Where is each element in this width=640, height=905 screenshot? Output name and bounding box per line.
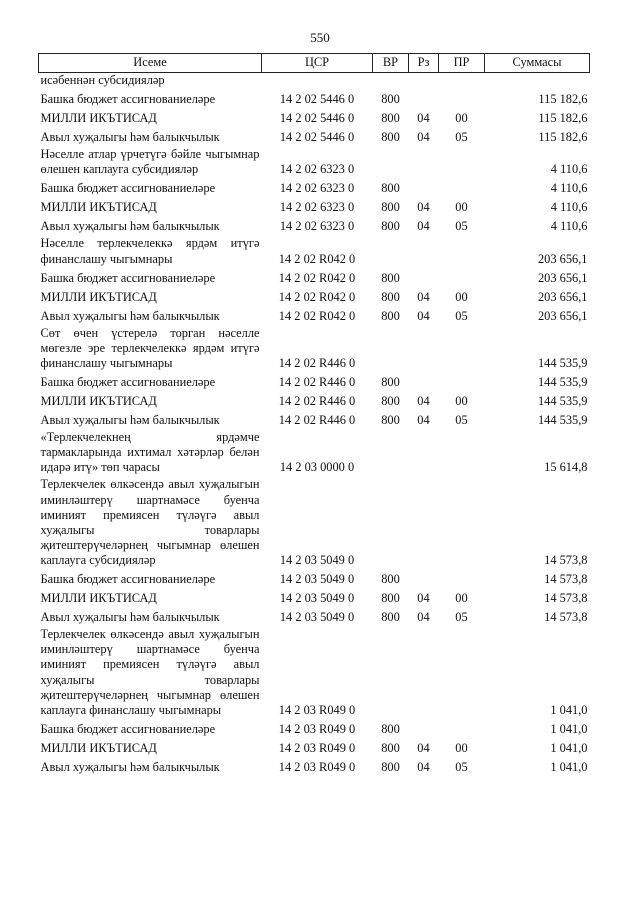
table-row bbox=[39, 429, 590, 476]
cell-pr bbox=[439, 569, 485, 588]
cell-pr bbox=[439, 429, 485, 476]
cell-csr: 14 2 03 R049 0 bbox=[278, 721, 356, 736]
cell-csr: 14 2 02 5446 0 bbox=[279, 130, 355, 144]
cell-vr: 800 bbox=[381, 130, 400, 144]
cell-name: МИЛЛИ ИКЪТИСАД bbox=[40, 591, 157, 605]
cell-csr: 14 2 02 6323 0 bbox=[279, 219, 355, 234]
cell-sum: 4 110,6 bbox=[550, 219, 588, 234]
cell-csr: 14 2 02 R042 0 bbox=[278, 270, 356, 285]
cell-csr: 14 2 03 5049 0 bbox=[279, 553, 355, 567]
cell-name: исәбеннән субсидияләр bbox=[40, 73, 165, 87]
cell-rz: 04 bbox=[417, 412, 430, 427]
cell-sum: 1 041,0 bbox=[550, 702, 588, 717]
cell-vr: 800 bbox=[381, 721, 400, 736]
cell-vr bbox=[373, 235, 409, 267]
cell-pr bbox=[439, 719, 485, 738]
cell-pr bbox=[439, 372, 485, 391]
cell-vr: 800 bbox=[381, 270, 400, 285]
table-row bbox=[39, 287, 590, 306]
cell-rz: 04 bbox=[417, 111, 430, 125]
table-row bbox=[39, 216, 590, 235]
table-row bbox=[39, 391, 590, 410]
cell-vr: 800 bbox=[381, 374, 400, 389]
cell-rz: 04 bbox=[417, 289, 430, 304]
cell-pr bbox=[439, 268, 485, 287]
cell-sum: 144 535,9 bbox=[537, 412, 588, 427]
table-row bbox=[39, 626, 590, 719]
cell-vr bbox=[373, 146, 409, 178]
cell-rz bbox=[409, 73, 439, 90]
cell-pr: 05 bbox=[455, 308, 468, 323]
cell-sum: 115 182,6 bbox=[538, 111, 588, 125]
cell-pr: 05 bbox=[455, 759, 468, 774]
cell-rz bbox=[409, 89, 439, 108]
cell-name: «Терлекчелекнең ярдәмче тармакларында ихтимал хәтәрләр белән идарә итү» төп чарасы bbox=[40, 430, 260, 475]
table-row bbox=[39, 738, 590, 757]
cell-rz bbox=[409, 626, 439, 719]
cell-rz bbox=[409, 569, 439, 588]
cell-vr bbox=[373, 626, 409, 719]
cell-csr: 14 2 02 R446 0 bbox=[278, 412, 356, 427]
cell-sum: 115 182,6 bbox=[538, 92, 588, 106]
budget-table bbox=[38, 53, 590, 776]
cell-name: Башка бюджет ассигнованиеләре bbox=[40, 270, 216, 285]
cell-csr: 14 2 02 R446 0 bbox=[278, 374, 356, 389]
cell-csr: 14 2 02 6323 0 bbox=[279, 200, 355, 215]
cell-rz: 04 bbox=[417, 200, 430, 215]
cell-sum: 203 656,1 bbox=[537, 251, 588, 266]
cell-name: Авыл хуҗалыгы һәм балыкчылык bbox=[40, 610, 220, 624]
cell-name: Авыл хуҗалыгы һәм балыкчылык bbox=[40, 412, 220, 427]
cell-name: Сөт өчен үстерелә торган нәселле мөгезле эре терлекчелеккә ярдәм итүгә финанслашу чыгымнары bbox=[40, 325, 260, 370]
cell-pr bbox=[439, 178, 485, 197]
table-row bbox=[39, 325, 590, 372]
cell-sum: 4 110,6 bbox=[550, 181, 588, 196]
cell-vr: 800 bbox=[381, 591, 400, 605]
header-vr: ВР bbox=[373, 54, 409, 73]
cell-rz bbox=[409, 325, 439, 372]
cell-csr: 14 2 03 R049 0 bbox=[278, 740, 356, 755]
cell-sum: 14 573,8 bbox=[544, 610, 588, 624]
cell-sum: 203 656,1 bbox=[537, 308, 588, 323]
cell-vr: 800 bbox=[381, 759, 400, 774]
cell-sum: 144 535,9 bbox=[537, 355, 588, 370]
cell-sum: 144 535,9 bbox=[537, 374, 588, 389]
table-row bbox=[39, 757, 590, 776]
cell-rz bbox=[409, 268, 439, 287]
cell-pr: 00 bbox=[455, 289, 468, 304]
cell-sum: 14 573,8 bbox=[544, 572, 588, 586]
cell-name: Терлекчелек өлкәсендә авыл хуҗалыгын иминләштерү шартнамәсе буенча иминият премиясен түләүгә авыл хуҗалыгы товарлары җитештерүчеләрнең чыгымнар өлешен каплауга субсидияләр bbox=[40, 477, 260, 567]
cell-pr: 00 bbox=[455, 200, 468, 215]
cell-sum: 203 656,1 bbox=[537, 270, 588, 285]
cell-csr bbox=[262, 73, 373, 90]
cell-pr bbox=[439, 476, 485, 569]
table-row bbox=[39, 719, 590, 738]
cell-csr: 14 2 02 R042 0 bbox=[278, 308, 356, 323]
cell-sum: 1 041,0 bbox=[550, 721, 588, 736]
cell-rz: 04 bbox=[417, 393, 430, 408]
cell-vr: 800 bbox=[381, 219, 400, 234]
header-pr: ПР bbox=[439, 54, 485, 73]
cell-name: Башка бюджет ассигнованиеләре bbox=[40, 181, 216, 196]
cell-name: МИЛЛИ ИКЪТИСАД bbox=[40, 393, 157, 408]
cell-name: Авыл хуҗалыгы һәм балыкчылык bbox=[40, 759, 220, 774]
cell-rz bbox=[409, 429, 439, 476]
cell-vr: 800 bbox=[381, 181, 400, 196]
table-row bbox=[39, 146, 590, 178]
cell-name: Авыл хуҗалыгы һәм балыкчылык bbox=[40, 308, 220, 323]
table-row bbox=[39, 306, 590, 325]
table-row bbox=[39, 410, 590, 429]
cell-csr: 14 2 03 0000 0 bbox=[279, 460, 355, 475]
cell-csr: 14 2 02 R042 0 bbox=[278, 289, 356, 304]
table-row bbox=[39, 588, 590, 607]
cell-pr: 05 bbox=[455, 219, 468, 234]
cell-rz: 04 bbox=[417, 308, 430, 323]
cell-sum: 15 614,8 bbox=[544, 460, 588, 475]
table-row bbox=[39, 73, 590, 90]
cell-vr bbox=[373, 325, 409, 372]
table-row bbox=[39, 476, 590, 569]
cell-csr: 14 2 03 R049 0 bbox=[278, 702, 356, 717]
cell-name: Авыл хуҗалыгы һәм балыкчылык bbox=[40, 130, 220, 144]
table-row bbox=[39, 178, 590, 197]
cell-vr: 800 bbox=[381, 610, 400, 624]
cell-rz: 04 bbox=[417, 219, 430, 234]
cell-pr bbox=[439, 325, 485, 372]
cell-rz bbox=[409, 476, 439, 569]
cell-name: Нәселле терлекчелеккә ярдәм итүгә финанслашу чыгымнары bbox=[40, 236, 260, 266]
cell-rz bbox=[409, 372, 439, 391]
cell-vr: 800 bbox=[381, 111, 400, 125]
cell-sum: 14 573,8 bbox=[544, 591, 588, 605]
cell-pr bbox=[439, 89, 485, 108]
table-row bbox=[39, 569, 590, 588]
cell-vr: 800 bbox=[381, 393, 400, 408]
cell-sum: 115 182,6 bbox=[538, 130, 588, 144]
cell-csr: 14 2 02 6323 0 bbox=[279, 181, 355, 196]
table-row bbox=[39, 108, 590, 127]
cell-rz: 04 bbox=[417, 130, 430, 144]
table-row bbox=[39, 372, 590, 391]
cell-vr: 800 bbox=[381, 289, 400, 304]
cell-sum: 1 041,0 bbox=[550, 740, 588, 755]
cell-name: Башка бюджет ассигнованиеләре bbox=[40, 92, 216, 106]
cell-rz: 04 bbox=[417, 759, 430, 774]
cell-name: Авыл хуҗалыгы һәм балыкчылык bbox=[40, 219, 220, 234]
cell-csr: 14 2 02 R042 0 bbox=[278, 251, 356, 266]
table-body bbox=[39, 73, 590, 776]
cell-sum: 144 535,9 bbox=[537, 393, 588, 408]
cell-rz: 04 bbox=[417, 591, 430, 605]
cell-rz bbox=[409, 146, 439, 178]
cell-vr bbox=[373, 73, 409, 90]
cell-vr: 800 bbox=[381, 92, 400, 106]
table-row bbox=[39, 235, 590, 267]
header-rz: Рз bbox=[409, 54, 439, 73]
cell-csr: 14 2 03 R049 0 bbox=[278, 759, 356, 774]
cell-vr bbox=[373, 429, 409, 476]
cell-vr bbox=[373, 476, 409, 569]
cell-vr: 800 bbox=[381, 308, 400, 323]
cell-csr: 14 2 02 5446 0 bbox=[279, 111, 355, 125]
cell-pr: 05 bbox=[455, 130, 468, 144]
cell-pr bbox=[439, 146, 485, 178]
cell-sum: 4 110,6 bbox=[550, 200, 588, 215]
cell-csr: 14 2 03 5049 0 bbox=[279, 591, 355, 605]
cell-sum bbox=[485, 73, 590, 90]
cell-pr: 00 bbox=[455, 111, 468, 125]
table-row bbox=[39, 197, 590, 216]
cell-name: МИЛЛИ ИКЪТИСАД bbox=[40, 289, 157, 304]
cell-pr: 00 bbox=[455, 393, 468, 408]
cell-sum: 203 656,1 bbox=[537, 289, 588, 304]
cell-name: МИЛЛИ ИКЪТИСАД bbox=[40, 111, 157, 125]
cell-name: Башка бюджет ассигнованиеләре bbox=[40, 374, 216, 389]
cell-pr: 05 bbox=[455, 610, 468, 624]
table-header-row bbox=[39, 54, 590, 73]
table-row bbox=[39, 268, 590, 287]
cell-pr bbox=[439, 73, 485, 90]
cell-pr: 05 bbox=[455, 412, 468, 427]
cell-vr: 800 bbox=[381, 572, 400, 586]
cell-rz: 04 bbox=[417, 740, 430, 755]
cell-name: Башка бюджет ассигнованиеләре bbox=[40, 721, 216, 736]
cell-sum: 4 110,6 bbox=[550, 162, 588, 177]
cell-pr: 00 bbox=[455, 740, 468, 755]
cell-name: МИЛЛИ ИКЪТИСАД bbox=[40, 200, 157, 215]
cell-csr: 14 2 03 5049 0 bbox=[279, 610, 355, 624]
cell-csr: 14 2 02 R446 0 bbox=[278, 393, 356, 408]
cell-name: Нәселле атлар үрчетүгә бәйле чыгымнар өлешен каплауга субсидияләр bbox=[40, 147, 260, 177]
cell-vr: 800 bbox=[381, 740, 400, 755]
table-row bbox=[39, 127, 590, 146]
header-name: Исеме bbox=[39, 54, 262, 73]
cell-rz bbox=[409, 178, 439, 197]
page-number: 550 bbox=[310, 30, 330, 45]
cell-csr: 14 2 02 6323 0 bbox=[279, 162, 355, 177]
cell-vr: 800 bbox=[381, 412, 400, 427]
table-row bbox=[39, 607, 590, 626]
cell-sum: 1 041,0 bbox=[550, 759, 588, 774]
header-sum: Суммасы bbox=[485, 54, 590, 73]
cell-sum: 14 573,8 bbox=[544, 553, 588, 567]
cell-csr: 14 2 02 R446 0 bbox=[278, 355, 356, 370]
cell-name: МИЛЛИ ИКЪТИСАД bbox=[40, 740, 157, 755]
cell-csr: 14 2 02 5446 0 bbox=[279, 92, 355, 106]
cell-name: Башка бюджет ассигнованиеләре bbox=[40, 572, 216, 586]
cell-name: Терлекчелек өлкәсендә авыл хуҗалыгын иминләштерү шартнамәсе буенча иминият премиясен түләүгә авыл хуҗалыгы товарлары җитештерүчеләрнең чыгымнар өлешен каплауга финанслашу чыгымнары bbox=[40, 627, 260, 717]
cell-rz bbox=[409, 235, 439, 267]
cell-rz bbox=[409, 719, 439, 738]
table-row bbox=[39, 89, 590, 108]
cell-pr: 00 bbox=[455, 591, 468, 605]
cell-pr bbox=[439, 235, 485, 267]
cell-vr: 800 bbox=[381, 200, 400, 215]
cell-pr bbox=[439, 626, 485, 719]
cell-csr: 14 2 03 5049 0 bbox=[279, 572, 355, 586]
header-csr: ЦСР bbox=[262, 54, 373, 73]
cell-rz: 04 bbox=[417, 610, 430, 624]
